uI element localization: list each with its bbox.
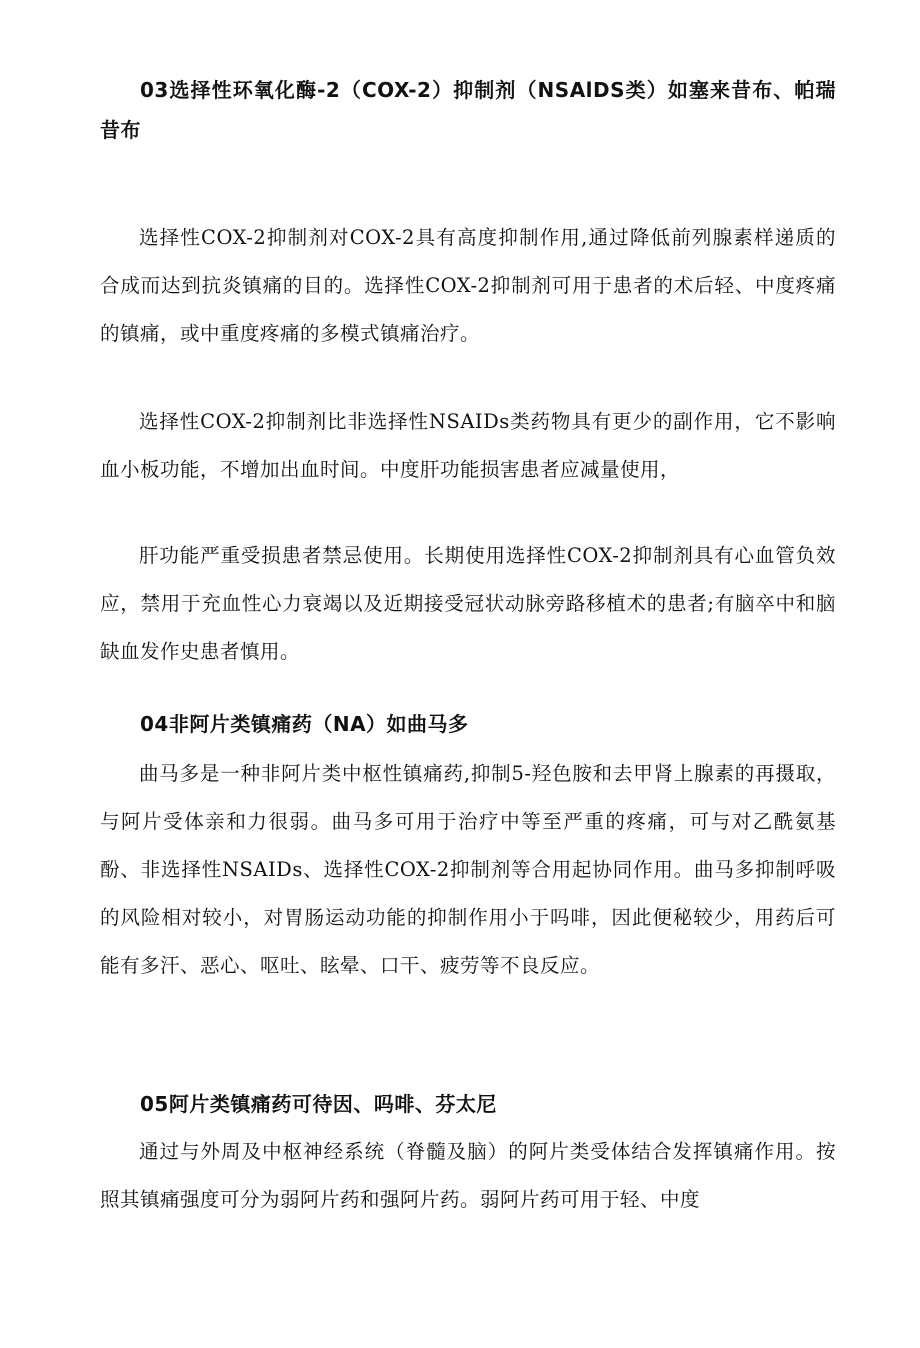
paragraph-opioids: 通过与外周及中枢神经系统（脊髓及脑）的阿片类受体结合发挥镇痛作用。按照其镇痛强度可分为弱阿片药和强阿片药。弱阿片药可用于轻、中度 <box>100 1140 836 1211</box>
section-heading-04: 04非阿片类镇痛药（NA）如曲马多 <box>140 712 469 736</box>
paragraph-tramadol: 曲马多是一种非阿片类中枢性镇痛药,抑制5-羟色胺和去甲肾上腺素的再摄取，与阿片受体亲和力很弱。曲马多可用于治疗中等至严重的疼痛，可与对乙酰氨基酚、非选择性NSAIDs、选择性COX-2抑制剂等合用起协同作用。曲马多抑制呼吸的风险相对较小，对胃肠运动功能的抑制作用小于吗啡，因此便秘较少，用药后可能有多汗、恶心、呕吐、眩晕、口干、疲劳等不良反应。 <box>100 762 836 977</box>
paragraph-cox2-overview: 选择性COX-2抑制剂对COX-2具有高度抑制作用,通过降低前列腺素样递质的合成而达到抗炎镇痛的目的。选择性COX-2抑制剂可用于患者的术后轻、中度疼痛的镇痛，或中重度疼痛的多模式镇痛治疗。 <box>100 226 836 345</box>
paragraph-cox2-contraindications: 肝功能严重受损患者禁忌使用。长期使用选择性COX-2抑制剂具有心血管负效应，禁用于充血性心力衰竭以及近期接受冠状动脉旁路移植术的患者;有脑卒中和脑缺血发作史患者慎用。 <box>100 544 836 663</box>
section-heading-03: 03选择性环氧化酶-2（COX-2）抑制剂（NSAlDS类）如塞来昔布、帕瑞昔布 <box>100 78 836 142</box>
paragraph-cox2-side-effects: 选择性COX-2抑制剂比非选择性NSAIDs类药物具有更少的副作用，它不影响血小板功能，不增加出血时间。中度肝功能损害患者应减量使用， <box>100 410 836 481</box>
section-heading-05: 05阿片类镇痛药可待因、吗啡、芬太尼 <box>140 1092 497 1116</box>
